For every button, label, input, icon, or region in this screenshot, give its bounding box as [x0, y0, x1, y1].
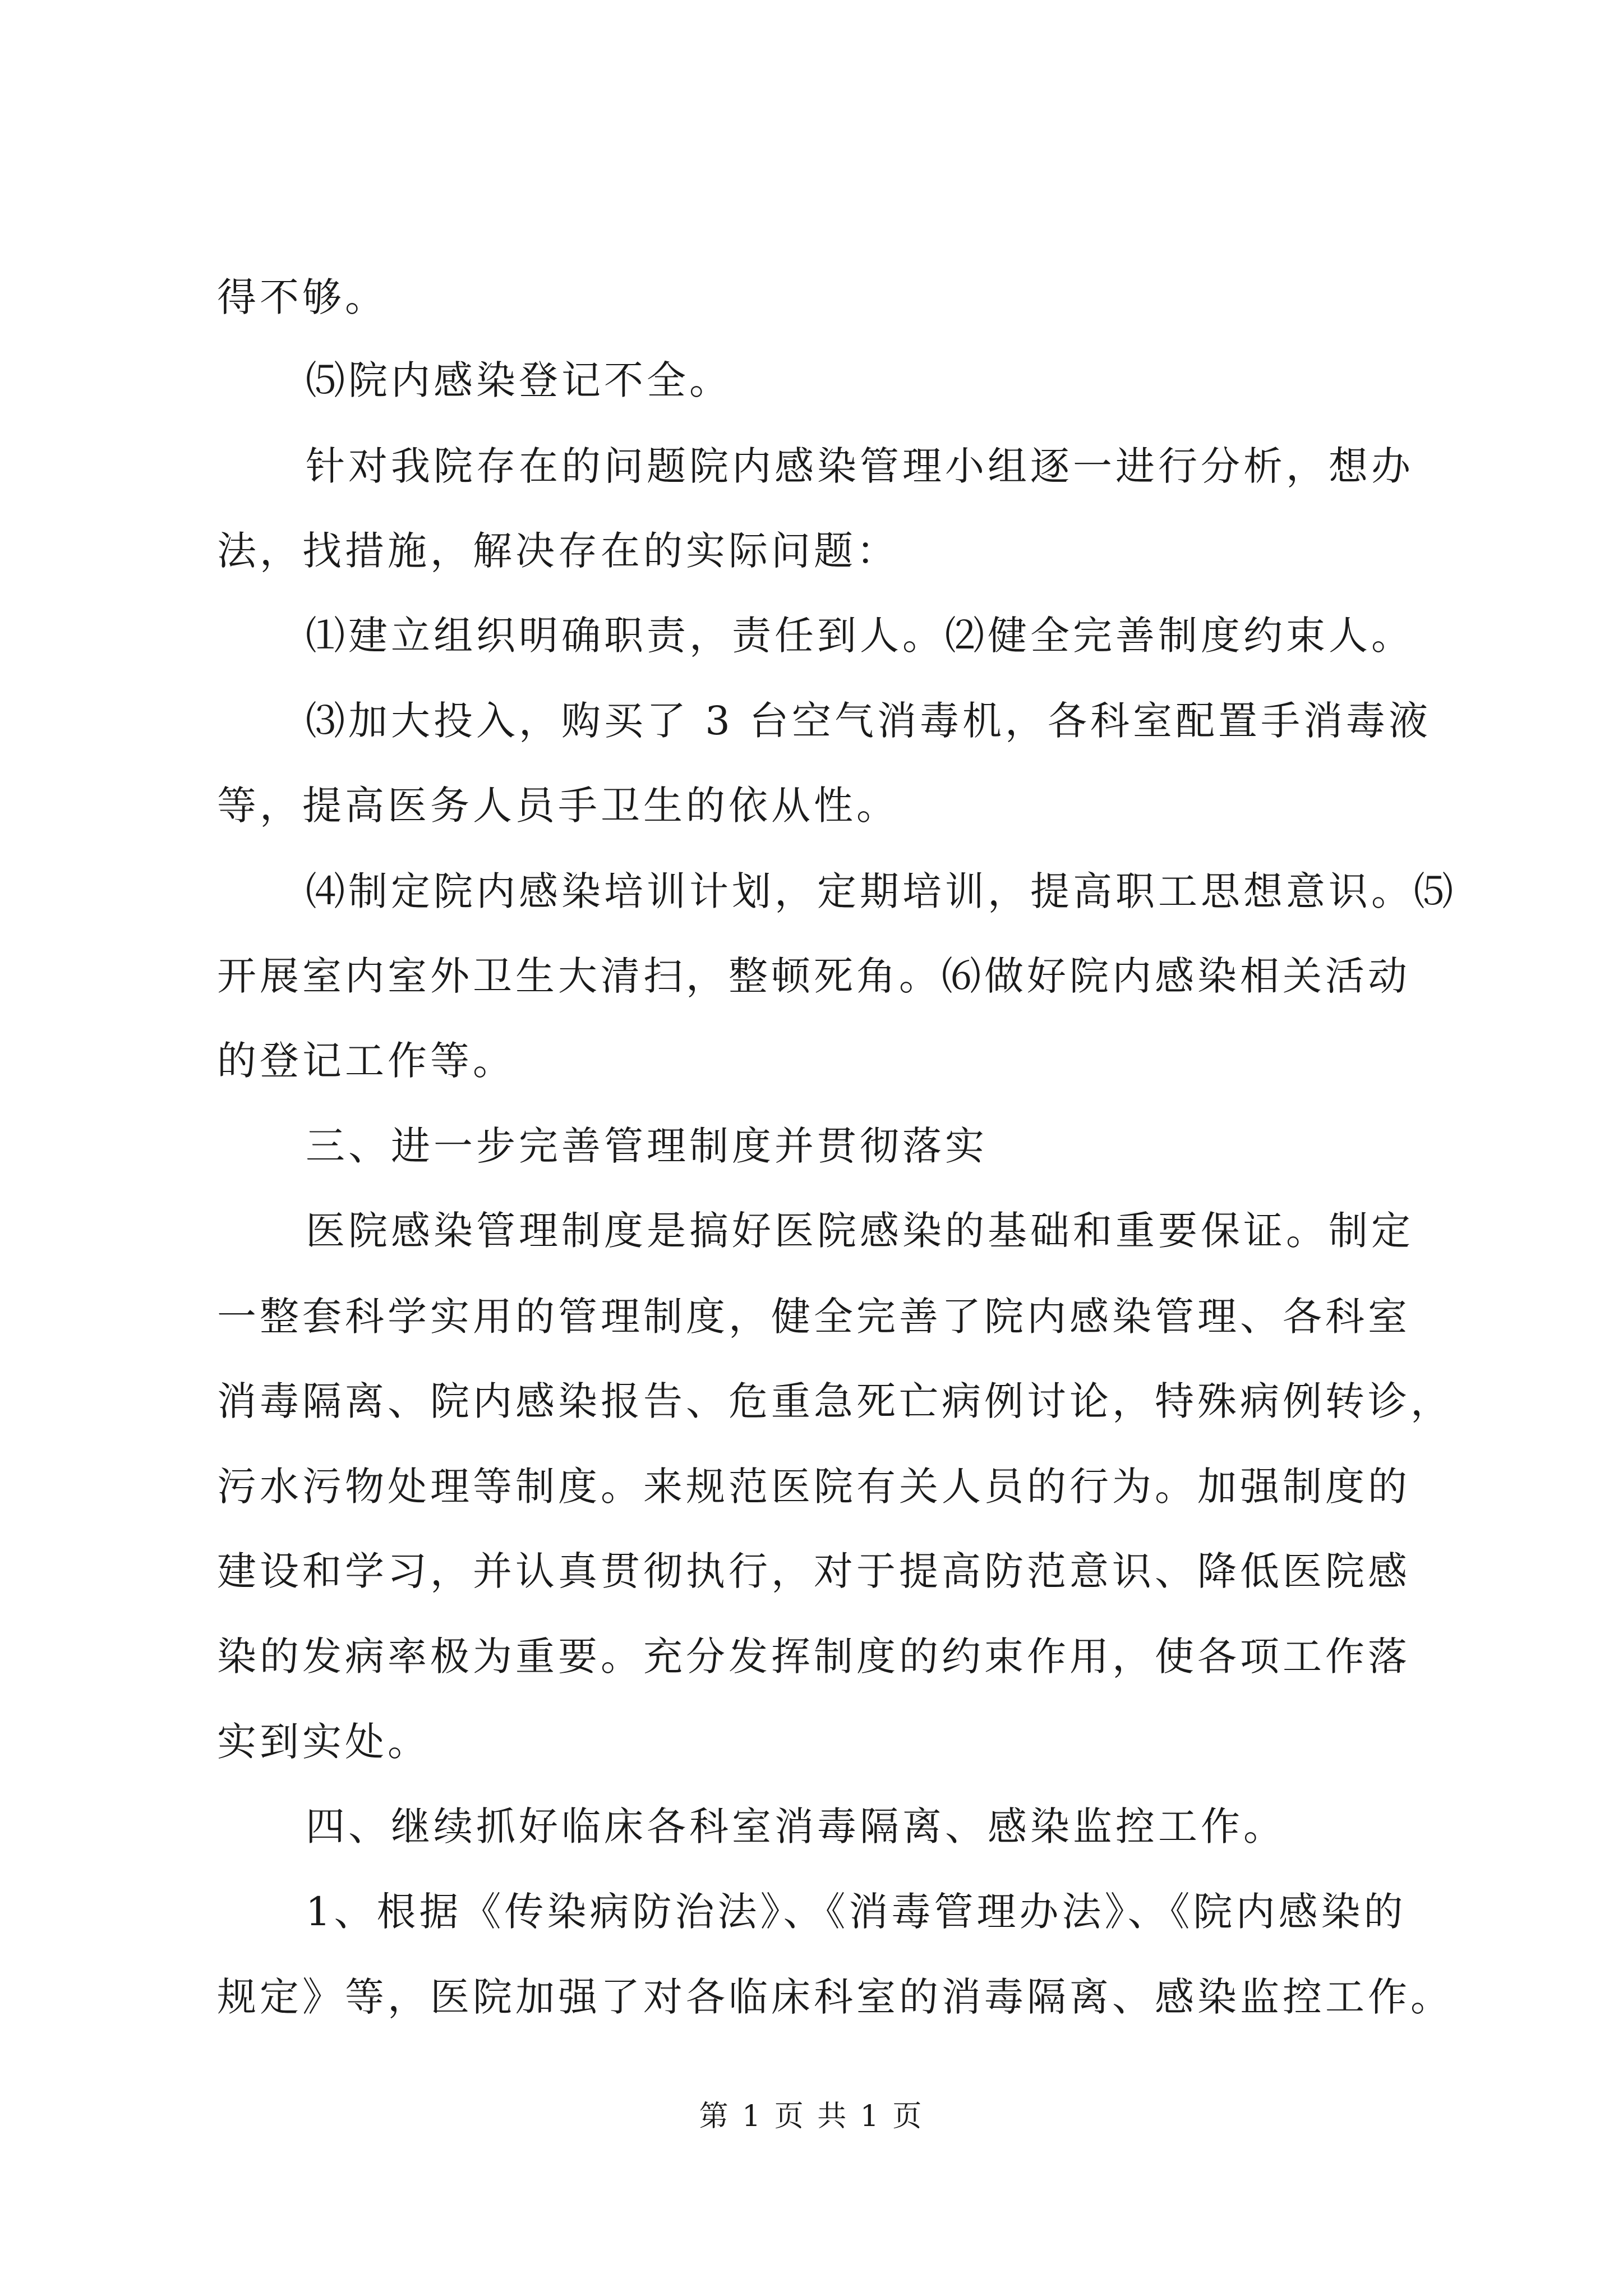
- text-line: 染的发病率极为重要。充分发挥制度的约束作用，使各项工作落: [217, 1634, 1410, 1680]
- text-line: ⑴建立组织明确职责，责任到人。⑵健全完善制度约束人。: [306, 613, 1414, 659]
- text-line: 规定》等，医院加强了对各临床科室的消毒隔离、感染监控工作。: [217, 1974, 1453, 2020]
- text-line: 实到实处。: [217, 1719, 430, 1765]
- text-line: 针对我院存在的问题院内感染管理小组逐一进行分析，想办: [306, 443, 1414, 489]
- text-line: 污水污物处理等制度。来规范医院有关人员的行为。加强制度的: [217, 1464, 1410, 1510]
- text-line: 消毒隔离、院内感染报告、危重急死亡病例讨论，特殊病例转诊，: [217, 1378, 1453, 1424]
- text-line: 的登记工作等。: [217, 1038, 515, 1084]
- text-line: 建设和学习，并认真贯彻执行，对于提高防范意识、降低医院感: [217, 1548, 1410, 1594]
- text-line: 一整套科学实用的管理制度，健全完善了院内感染管理、各科室: [217, 1294, 1410, 1340]
- text-line: 医院感染管理制度是搞好医院感染的基础和重要保证。制定: [306, 1208, 1414, 1254]
- section-heading: 三、进一步完善管理制度并贯彻落实: [306, 1123, 988, 1169]
- text-line: ⑶加大投入，购买了 3 台空气消毒机，各科室配置手消毒液: [306, 698, 1432, 744]
- text-line: 1、根据《传染病防治法》、《消毒管理办法》、《院内感染的: [306, 1889, 1407, 1935]
- text-line: ⑷制定院内感染培训计划，定期培训，提高职工思想意识。⑸: [306, 868, 1456, 914]
- text-line: ⑸院内感染登记不全。: [306, 357, 732, 403]
- text-line: 法，找措施，解决存在的实际问题：: [217, 528, 899, 574]
- text-line: 得不够。: [217, 274, 388, 320]
- text-line: 等，提高医务人员手卫生的依从性。: [217, 783, 899, 829]
- text-line: 开展室内室外卫生大清扫，整顿死角。⑹做好院内感染相关活动: [217, 953, 1410, 999]
- page-footer: 第 1 页 共 1 页: [699, 2100, 924, 2133]
- section-heading: 四、继续抓好临床各科室消毒隔离、感染监控工作。: [306, 1803, 1286, 1849]
